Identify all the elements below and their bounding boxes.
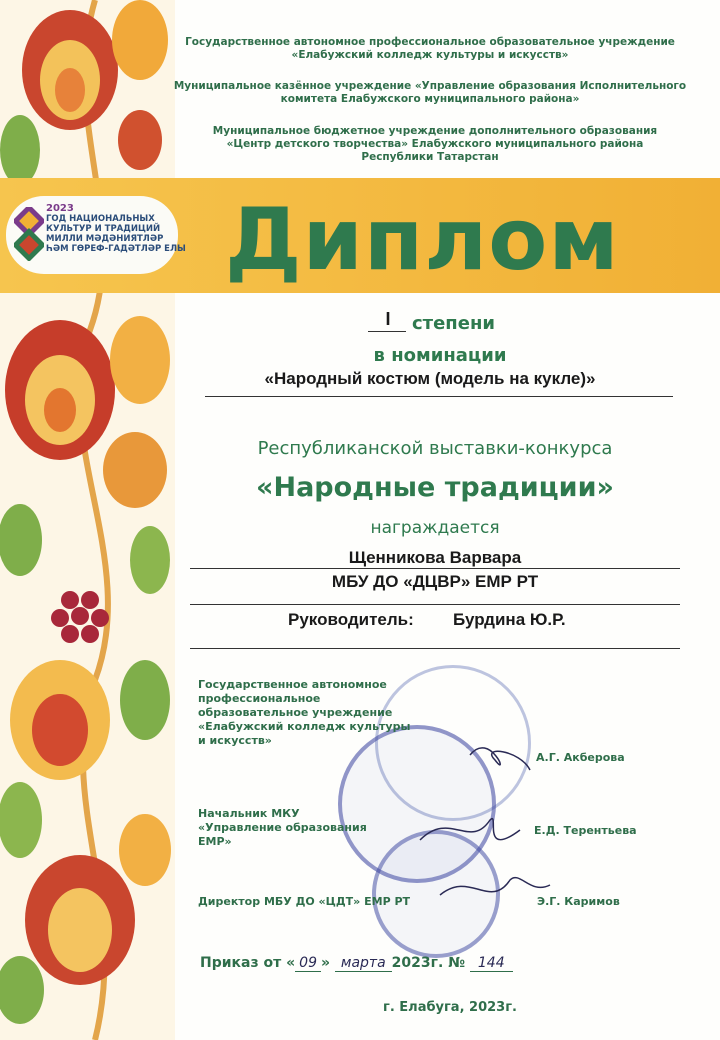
signature-name-1: А.Г. Акберова bbox=[536, 751, 625, 764]
order-number: 144 bbox=[470, 955, 513, 972]
org-line-1: Государственное автономное профессиональное образовательное учреждение «Елабужский колледж культуры и искусств» bbox=[185, 36, 675, 61]
logo-line-4: ҺӘМ ГӨРЕФ-ГАДӘТЛӘР ЕЛЫ bbox=[46, 244, 186, 254]
order-mid: » bbox=[320, 955, 331, 971]
nomination: «Народный костюм (модель на кукле)» bbox=[264, 369, 596, 388]
signature-position-1: Государственное автономное профессиональное образовательное учреждение «Елабужский колледж культуры и искусств» bbox=[198, 678, 411, 747]
signature-name-3: Э.Г. Каримов bbox=[537, 895, 620, 908]
org-line-3b: Республики Татарстан bbox=[361, 151, 499, 163]
logo-text bbox=[46, 204, 186, 254]
ornament-logo-icon bbox=[14, 207, 44, 261]
supervisor-name: Бурдина Ю.Р. bbox=[453, 610, 566, 629]
supervisor-label: Руководитель: bbox=[288, 610, 414, 629]
order-month: марта bbox=[335, 955, 392, 972]
org-line-2: Муниципальное казённое учреждение «Управление образования Исполнительного комитета Елабужского муниципального района» bbox=[173, 80, 687, 105]
order-day: 09 bbox=[295, 955, 321, 972]
degree-underline bbox=[368, 331, 406, 332]
signature-position-3: Директор МБУ ДО «ЦДТ» ЕМР РТ bbox=[198, 895, 411, 908]
degree-value: I bbox=[385, 309, 391, 329]
supervisor-underline bbox=[190, 648, 680, 649]
place-date: г. Елабуга, 2023г. bbox=[383, 1000, 517, 1015]
floral-ornament bbox=[0, 0, 175, 1040]
order-prefix: Приказ от « bbox=[200, 955, 296, 971]
diploma-title: Диплом bbox=[225, 190, 620, 290]
order-number-label: № bbox=[448, 955, 465, 971]
logo-line-1: ГОД НАЦИОНАЛЬНЫХ bbox=[46, 214, 155, 224]
nomination-underline bbox=[205, 396, 673, 397]
org-line-3: Муниципальное бюджетное учреждение дополнительного образования «Центр детского творчества» Елабужского муниципального района bbox=[212, 125, 658, 150]
winner-underline bbox=[190, 568, 680, 569]
institution: МБУ ДО «ДЦВР» ЕМР РТ bbox=[331, 572, 539, 591]
signature-name-2: Е.Д. Терентьева bbox=[534, 824, 637, 837]
order-year: 2023г. bbox=[391, 955, 444, 971]
winner-name: Щенникова Варвара bbox=[348, 548, 522, 567]
contest-name: «Народные традиции» bbox=[256, 472, 614, 503]
order-line bbox=[200, 955, 513, 971]
awarded-label: награждается bbox=[370, 518, 500, 538]
degree-label: степени bbox=[412, 313, 496, 334]
nomination-label: в номинации bbox=[373, 345, 507, 366]
logo-line-3: МИЛЛИ МӘДӘНИЯТЛӘР bbox=[46, 234, 164, 244]
logo-year: 2023 bbox=[46, 203, 74, 214]
signature-position-2: Начальник МКУ «Управление образования ЕМР» bbox=[198, 807, 367, 848]
institution-underline bbox=[190, 604, 680, 605]
contest: Республиканской выставки-конкурса bbox=[257, 438, 613, 459]
logo-line-2: КУЛЬТУР И ТРАДИЦИЙ bbox=[46, 224, 161, 234]
